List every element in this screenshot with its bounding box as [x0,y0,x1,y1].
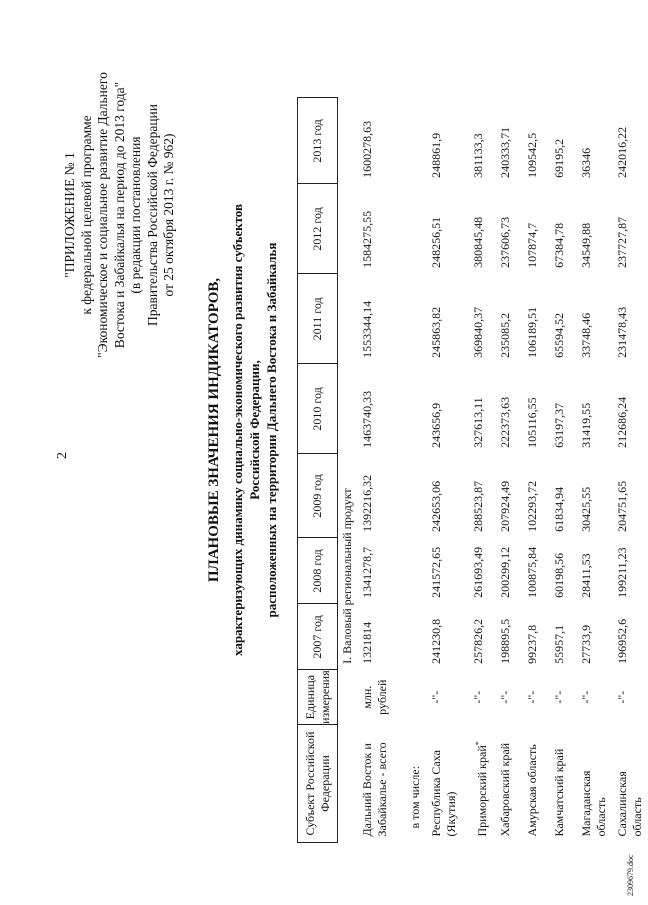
file-name-footer: 2309679.doc [626,854,635,896]
row-name: Хабаровский край [498,742,512,837]
cell-value: 60198,56 [552,552,566,598]
table-row [522,98,549,843]
cell-value: 237606,73 [498,216,512,268]
cell-value: 204751,65 [615,480,629,532]
row-unit: -"- [552,690,566,704]
cell-value: 241572,65 [429,546,443,598]
row-name: Республика Саха (Якутия) [429,750,458,837]
row-name: Сахалинская область [615,771,644,837]
appendix-line: "Экономическое и социальное развитие Дальнего [95,72,110,358]
row-unit: -"- [429,690,443,704]
header-year: 2009 год [298,454,338,538]
appendix-block [62,70,178,360]
cell-value: 242016,22 [615,126,629,178]
row-unit: -"- [525,690,539,704]
header-subject: Субъект Российской Федерации [298,725,338,843]
heading-line: расположенных на территории Дальнего Востока и Забайкалья [264,242,279,618]
cell-value: 243656,9 [429,402,443,448]
cell-value: 27733,9 [579,624,593,664]
cell-value: 67384,78 [552,222,566,268]
cell-value: 237727,87 [615,216,629,268]
cell-value: 1553344,14 [360,300,374,358]
cell-value: 1341278,7 [360,546,374,598]
header-year: 2011 год [298,274,338,364]
cell-value: 381133,3 [471,133,485,178]
table-header-row [298,98,338,843]
row-name: Магаданская область [579,770,608,837]
appendix-line: Востока и Забайкалья на период до 2013 года" [111,81,127,349]
header-year: 2010 год [298,364,338,454]
appendix-line: от 25 октября 2013 г. № 962) [161,133,176,297]
section-row [338,98,358,843]
footnote-mark: * [474,741,483,746]
cell-value: 34549,88 [579,222,593,268]
cell-value: 248256,51 [429,216,443,268]
cell-value: 245863,82 [429,306,443,358]
cell-value: 105116,55 [525,397,539,448]
cell-value: 61834,94 [552,486,566,532]
table-row [468,98,495,843]
row-unit: -"- [615,690,629,704]
cell-value: 69195,2 [552,138,566,178]
appendix-line: Правительства Российской Федерации [144,104,160,326]
cell-value: 106189,51 [525,306,539,358]
appendix-line: к федеральной целевой программе [78,115,94,315]
header-year: 2012 год [298,184,338,274]
cell-value: 212686,24 [615,396,629,448]
table-row [426,98,468,843]
row-unit: млн. рублей [360,679,389,715]
header-year: 2013 год [298,98,338,184]
cell-value: 100875,84 [525,546,539,598]
row-name: в том числе: [408,765,422,829]
row-name [468,725,495,843]
cell-value: 242653,06 [429,480,443,532]
cell-value: 327613,11 [471,397,485,448]
table-row [405,98,426,843]
cell-value: 241230,8 [429,618,443,664]
indicator-table [297,97,648,843]
page-number: 2 [55,452,70,459]
table-row [357,98,405,843]
row-name: Дальний Восток и Забайкалье - всего [360,742,389,837]
cell-value: 1321814 [360,621,374,664]
cell-value: 240333,71 [498,126,512,178]
cell-value: 36346 [579,147,593,178]
heading-title: ПЛАНОВЫЕ ЗНАЧЕНИЯ ИНДИКАТОРОВ, [206,277,222,583]
table-row [549,98,576,843]
cell-value: 222373,63 [498,396,512,448]
heading-line: характеризующих динамику социально-экономического развития субъектов Российской Федерации, [230,203,262,657]
table-row [612,98,648,843]
cell-value: 1463740,33 [360,390,374,448]
cell-value: 257826,2 [471,618,485,664]
cell-value: 99237,8 [525,624,539,664]
row-name: Камчатский край [552,748,566,837]
cell-value: 198895,5 [498,618,512,664]
header-year: 2007 год [298,604,338,670]
cell-value: 199211,23 [615,547,629,598]
row-unit: -"- [471,690,485,704]
row-name-text: Приморский край [475,745,489,837]
row-unit: -"- [498,690,512,704]
cell-value: 31419,55 [579,402,593,448]
cell-value: 33748,46 [579,312,593,358]
table-row [576,98,612,843]
cell-value: 1600278,63 [360,120,374,178]
cell-value: 207924,49 [498,480,512,532]
cell-value: 380845,48 [471,216,485,268]
cell-value: 63197,37 [552,402,566,448]
appendix-line: "ПРИЛОЖЕНИЕ № 1 [62,152,77,278]
cell-value: 369840,37 [471,306,485,358]
row-unit: -"- [579,690,593,704]
cell-value: 200299,12 [498,546,512,598]
table-row [495,98,522,843]
header-unit: Единица измерения [298,670,338,725]
row-name: Амурская область [525,744,539,837]
cell-value: 288523,87 [471,480,485,532]
cell-value: 65594,52 [552,312,566,358]
cell-value: 30425,55 [579,486,593,532]
cell-value: 107874,7 [525,222,539,268]
cell-value: 28411,53 [579,553,593,598]
cell-value: 1584275,55 [360,210,374,268]
section-title: I. Валовый региональный продукт [340,488,354,664]
cell-value: 231478,43 [615,306,629,358]
cell-value: 55957,1 [552,624,566,664]
cell-value: 102293,72 [525,480,539,532]
header-year: 2008 год [298,538,338,604]
cell-value: 235085,2 [498,312,512,358]
cell-value: 196952,6 [615,618,629,664]
document-heading [206,180,280,680]
cell-value: 109542,5 [525,132,539,178]
cell-value: 261693,49 [471,546,485,598]
appendix-line: (в редакции постановления [128,136,143,294]
cell-value: 1392216,32 [360,474,374,532]
cell-value: 248861,9 [429,132,443,178]
